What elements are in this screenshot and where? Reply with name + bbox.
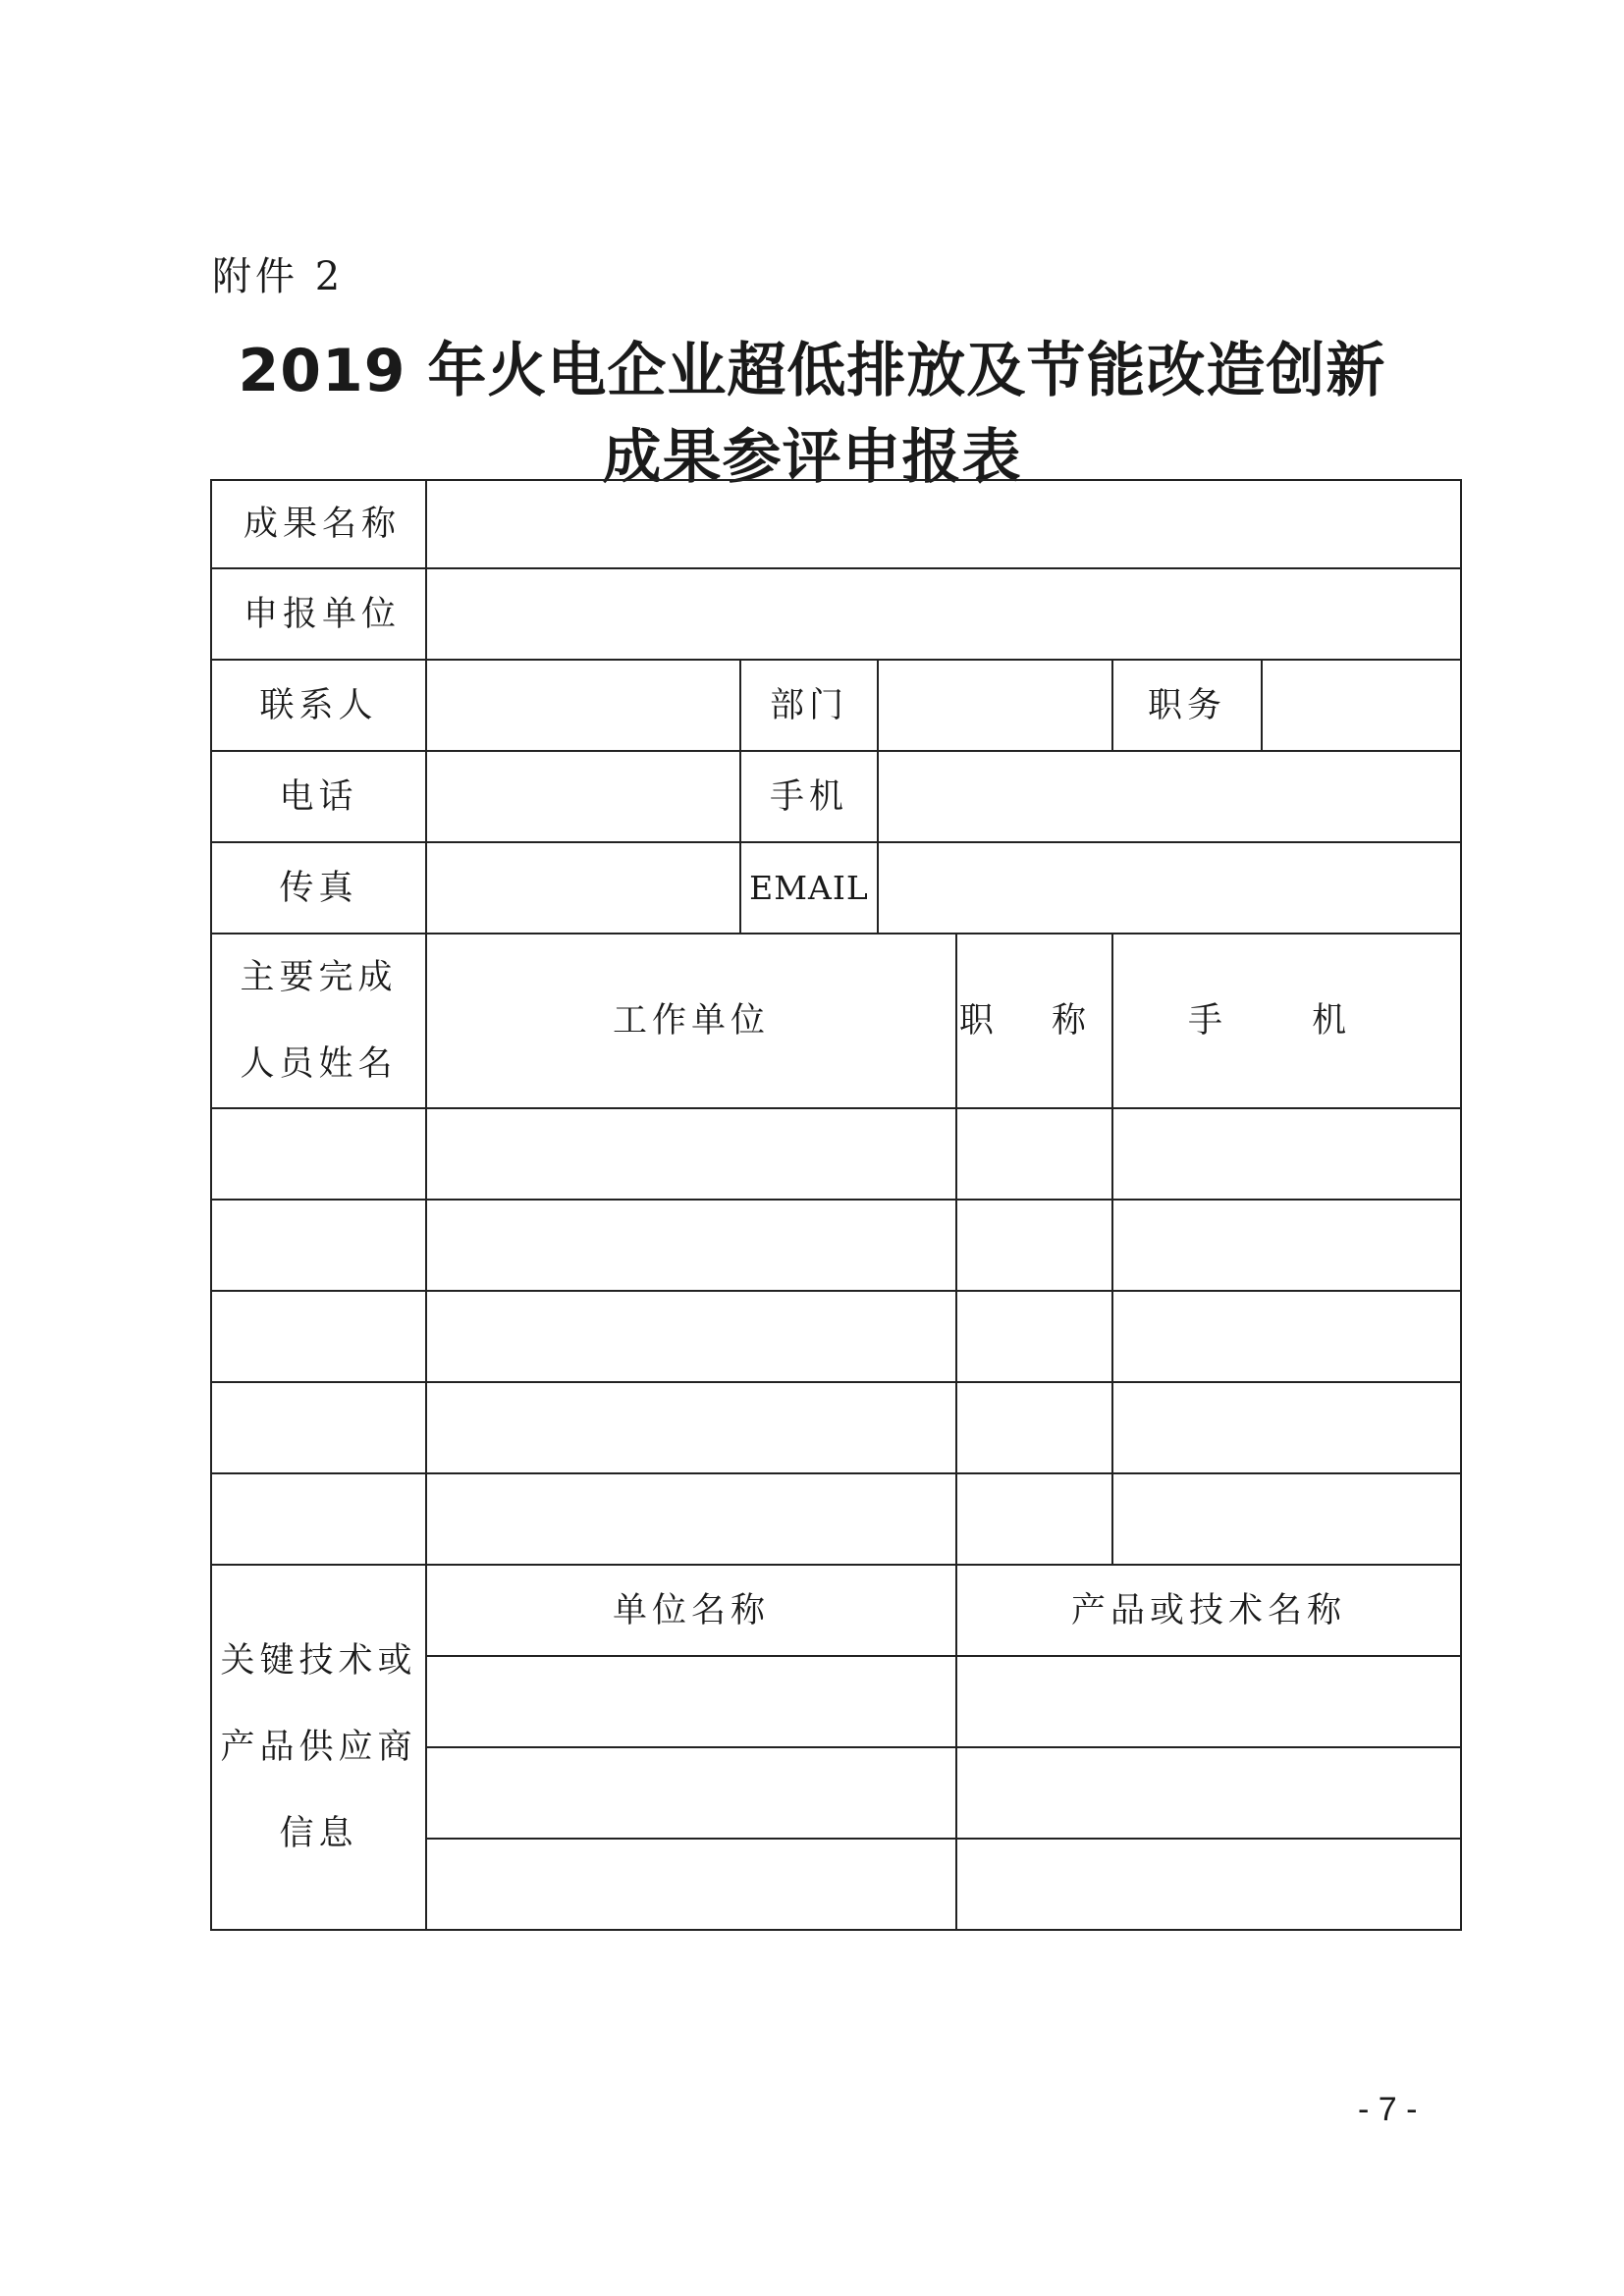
member-row — [211, 1473, 1461, 1565]
members-label-line-1: 主要完成 — [240, 958, 398, 997]
phone-label: 电话 — [211, 751, 426, 842]
member-name-field[interactable] — [211, 1382, 426, 1473]
member-name-field[interactable] — [211, 1108, 426, 1200]
department-field[interactable] — [878, 660, 1112, 751]
unit-name-header: 单位名称 — [426, 1565, 956, 1656]
members-label — [211, 934, 426, 1108]
applicant-unit-field[interactable] — [426, 568, 1461, 660]
job-title-header: 职 称 — [956, 934, 1112, 1108]
row-contact — [211, 660, 1461, 751]
member-row — [211, 1108, 1461, 1200]
supplier-label-line-2: 产品供应商 — [220, 1728, 417, 1767]
contact-field[interactable] — [426, 660, 740, 751]
supplier-unit-name-field[interactable] — [426, 1839, 956, 1930]
supplier-label-line-3: 信息 — [279, 1814, 358, 1853]
position-label: 职务 — [1112, 660, 1262, 751]
mobile-field[interactable] — [878, 751, 1461, 842]
member-work-unit-field[interactable] — [426, 1291, 956, 1382]
supplier-product-name-field[interactable] — [956, 1656, 1461, 1747]
member-name-field[interactable] — [211, 1473, 426, 1565]
row-phone — [211, 751, 1461, 842]
form-title-line-2: 成果参评申报表 — [602, 423, 1022, 492]
supplier-label — [211, 1565, 426, 1930]
supplier-unit-name-field[interactable] — [426, 1747, 956, 1839]
member-work-unit-field[interactable] — [426, 1108, 956, 1200]
email-label: EMAIL — [740, 842, 878, 934]
member-job-title-field[interactable] — [956, 1473, 1112, 1565]
supplier-product-name-field[interactable] — [956, 1747, 1461, 1839]
row-applicant-unit — [211, 568, 1461, 660]
member-job-title-field[interactable] — [956, 1382, 1112, 1473]
row-members-header — [211, 934, 1461, 1108]
supplier-unit-name-field[interactable] — [426, 1656, 956, 1747]
application-form-table — [210, 479, 1462, 1931]
member-mobile-header: 手 机 — [1112, 934, 1461, 1108]
member-job-title-field[interactable] — [956, 1108, 1112, 1200]
product-name-header: 产品或技术名称 — [956, 1565, 1461, 1656]
member-work-unit-field[interactable] — [426, 1382, 956, 1473]
result-name-label: 成果名称 — [211, 480, 426, 568]
attachment-label: 附件 2 — [212, 254, 345, 299]
supplier-label-line-1: 关键技术或 — [220, 1641, 417, 1681]
contact-label: 联系人 — [211, 660, 426, 751]
form-title-line-1: 2019 年火电企业超低排放及节能改造创新 — [238, 337, 1386, 405]
member-name-field[interactable] — [211, 1291, 426, 1382]
member-job-title-field[interactable] — [956, 1291, 1112, 1382]
member-job-title-field[interactable] — [956, 1200, 1112, 1291]
member-mobile-field[interactable] — [1112, 1291, 1461, 1382]
row-fax — [211, 842, 1461, 934]
position-field[interactable] — [1262, 660, 1461, 751]
fax-label: 传真 — [211, 842, 426, 934]
member-work-unit-field[interactable] — [426, 1200, 956, 1291]
member-mobile-field[interactable] — [1112, 1200, 1461, 1291]
phone-field[interactable] — [426, 751, 740, 842]
work-unit-header: 工作单位 — [426, 934, 956, 1108]
member-row — [211, 1382, 1461, 1473]
department-label: 部门 — [740, 660, 878, 751]
member-mobile-field[interactable] — [1112, 1108, 1461, 1200]
member-mobile-field[interactable] — [1112, 1473, 1461, 1565]
page-number: - 7 - — [1358, 2091, 1418, 2128]
member-work-unit-field[interactable] — [426, 1473, 956, 1565]
fax-field[interactable] — [426, 842, 740, 934]
supplier-product-name-field[interactable] — [956, 1839, 1461, 1930]
row-result-name — [211, 480, 1461, 568]
member-mobile-field[interactable] — [1112, 1382, 1461, 1473]
applicant-unit-label: 申报单位 — [211, 568, 426, 660]
members-label-line-2: 人员姓名 — [240, 1044, 398, 1084]
result-name-field[interactable] — [426, 480, 1461, 568]
email-field[interactable] — [878, 842, 1461, 934]
mobile-label: 手机 — [740, 751, 878, 842]
row-supplier-header — [211, 1565, 1461, 1656]
member-row — [211, 1200, 1461, 1291]
member-name-field[interactable] — [211, 1200, 426, 1291]
member-row — [211, 1291, 1461, 1382]
